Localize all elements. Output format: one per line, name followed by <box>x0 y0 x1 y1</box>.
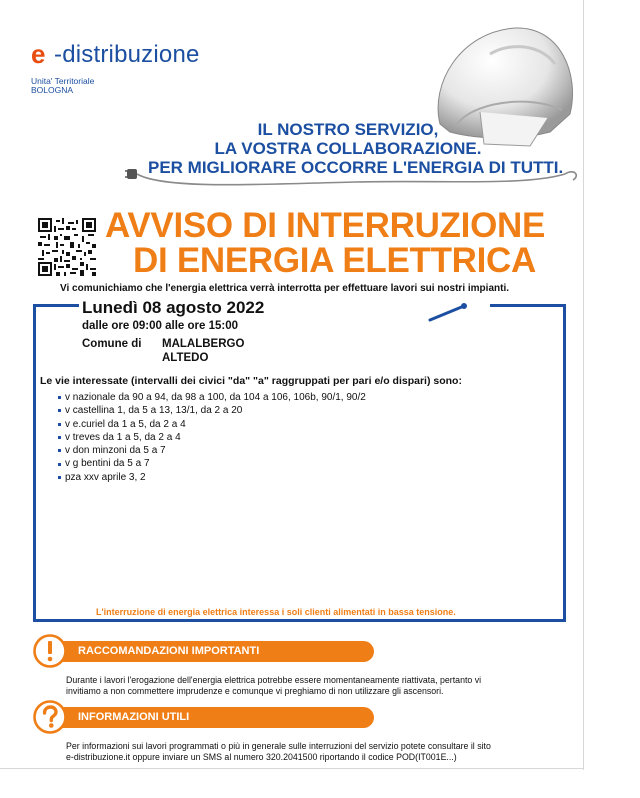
e-logo-icon <box>31 44 53 66</box>
raccomandazioni-line-1: Durante i lavori l'erogazione dell'energia elettrica potrebbe essere momentaneamente riattivata, pertanto vi <box>66 675 482 685</box>
pen-stroke-decoration <box>428 300 498 322</box>
interruption-date: Lunedì 08 agosto 2022 <box>82 298 265 317</box>
title-line-2: DI ENERGIA ELETTRICA <box>133 241 536 280</box>
notice-title <box>105 208 585 278</box>
comune-name: MALALBERGO <box>162 338 245 350</box>
unit-territoriale: Unita' Territoriale <box>31 76 95 86</box>
informazioni-header: INFORMAZIONI UTILI <box>56 707 374 728</box>
exclamation-icon <box>33 634 67 668</box>
list-item: v castellina 1, da 5 a 13, 13/1, da 2 a 20 <box>58 404 366 417</box>
streets-list <box>58 391 366 484</box>
bullet-icon <box>58 396 61 399</box>
bullet-icon <box>58 449 61 452</box>
svg-text:e: e <box>31 44 46 66</box>
plug-cable-swoosh <box>125 160 585 190</box>
title-line-1: AVVISO DI INTERRUZIONE <box>105 206 546 245</box>
list-item: v treves da 1 a 5, da 2 a 4 <box>58 431 366 444</box>
brand-name: -distribuzione <box>54 41 200 68</box>
box-top-border-right <box>490 304 566 307</box>
interruption-hours: dalle ore 09:00 alle ore 15:00 <box>82 320 238 332</box>
list-item: v nazionale da 90 a 94, da 98 a 100, da 104 a 106, 106b, 90/1, 90/2 <box>58 391 366 404</box>
list-item: v e.curiel da 1 a 5, da 2 a 4 <box>58 418 366 431</box>
bullet-icon <box>58 463 61 466</box>
page-bottom-edge <box>0 768 584 769</box>
question-icon <box>33 700 67 734</box>
intro-text: Vi comunichiamo che l'energia elettrica verrà interrotta per effettuare lavori sui nostri impianti. <box>60 283 509 294</box>
bullet-icon <box>58 436 61 439</box>
list-item: pza xxv aprile 3, 2 <box>58 471 366 484</box>
slogan-line-3: PER MIGLIORARE OCCORRE L'ENERGIA DI TUTTI. <box>148 158 564 177</box>
list-item: v g bentini da 5 a 7 <box>58 457 366 470</box>
slogan-line-2: LA VOSTRA COLLABORAZIONE. <box>214 139 482 158</box>
bassa-tensione-note: L'interruzione di energia elettrica interessa i soli clienti alimentati in bassa tensione. <box>96 607 456 617</box>
slogan-line-1: IL NOSTRO SERVIZIO, <box>257 120 439 139</box>
frazione-name: ALTEDO <box>162 352 209 364</box>
comune-label: Comune di <box>82 338 142 350</box>
raccomandazioni-line-2: invitiamo a non commettere imprudenze e comunque vi preghiamo di non utilizzare gli ascensori. <box>66 686 444 696</box>
list-item: v don minzoni da 5 a 7 <box>58 444 366 457</box>
brand-logo <box>31 43 200 95</box>
informazioni-line-1: Per informazioni sui lavori programmati o più in generale sulle interruzioni del servizio potete consultare il sito <box>66 741 491 751</box>
streets-heading: Le vie interessate (intervalli dei civici "da" "a" raggruppati per pari e/o dispari) sono: <box>40 375 462 387</box>
unit-city: BOLOGNA <box>31 85 74 95</box>
qr-code <box>38 218 96 276</box>
bullet-icon <box>58 423 61 426</box>
box-top-border-left <box>33 304 79 307</box>
bullet-icon <box>58 409 61 412</box>
page-edge <box>583 0 584 770</box>
raccomandazioni-header: RACCOMANDAZIONI IMPORTANTI <box>56 641 374 662</box>
comune-line <box>82 338 244 350</box>
bullet-icon <box>58 476 61 479</box>
informazioni-line-2: e-distribuzione.it oppure inviare un SMS al numero 320.2041500 riportando il codice POD(IT001E...) <box>66 752 457 762</box>
